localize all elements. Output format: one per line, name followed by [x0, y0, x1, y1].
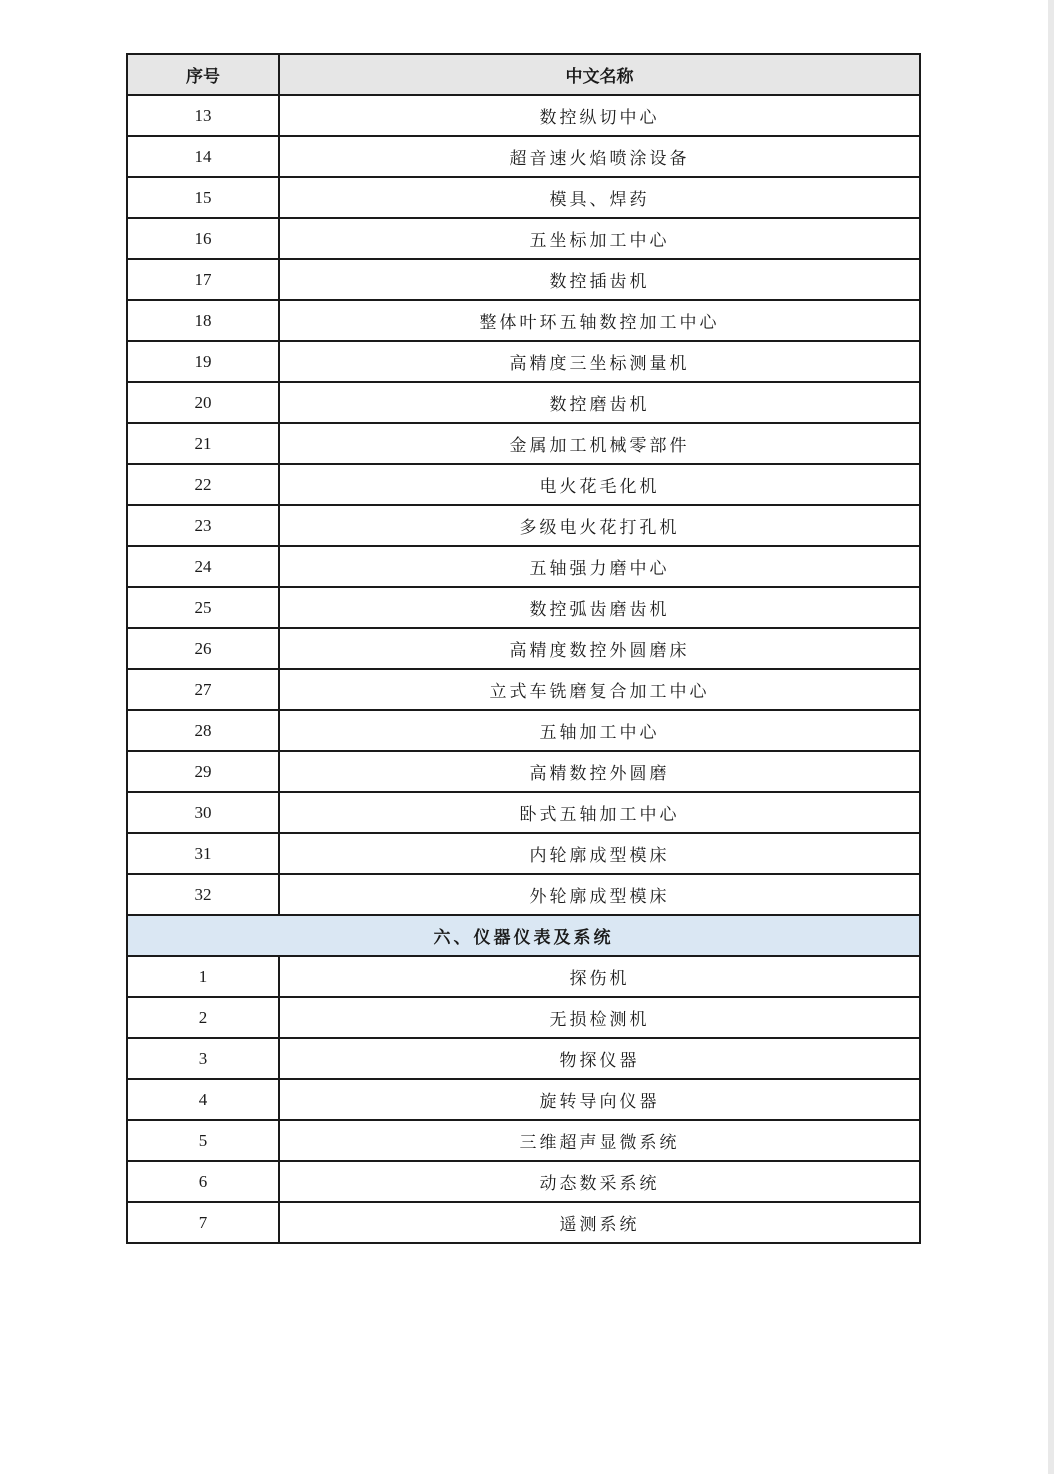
row-serial-number: 31: [127, 833, 279, 874]
equipment-table: [126, 53, 921, 1244]
table-row: [127, 136, 920, 177]
row-serial-number: 6: [127, 1161, 279, 1202]
table-row: [127, 669, 920, 710]
row-serial-number: 21: [127, 423, 279, 464]
row-chinese-name: 超音速火焰喷涂设备: [279, 136, 920, 177]
row-chinese-name: 物探仪器: [279, 1038, 920, 1079]
row-chinese-name: 内轮廓成型模床: [279, 833, 920, 874]
row-serial-number: 22: [127, 464, 279, 505]
row-chinese-name: 数控纵切中心: [279, 95, 920, 136]
table-row: [127, 1079, 920, 1120]
row-serial-number: 4: [127, 1079, 279, 1120]
row-serial-number: 19: [127, 341, 279, 382]
table-row: [127, 751, 920, 792]
table-header-row: [127, 54, 920, 95]
row-chinese-name: 旋转导向仪器: [279, 1079, 920, 1120]
row-serial-number: 3: [127, 1038, 279, 1079]
row-serial-number: 5: [127, 1120, 279, 1161]
row-chinese-name: 模具、焊药: [279, 177, 920, 218]
row-serial-number: 2: [127, 997, 279, 1038]
table-row: [127, 1038, 920, 1079]
table-row: [127, 382, 920, 423]
table-row: [127, 177, 920, 218]
row-chinese-name: 电火花毛化机: [279, 464, 920, 505]
page-edge: [1048, 0, 1054, 1474]
row-chinese-name: 多级电火花打孔机: [279, 505, 920, 546]
table-row: [127, 628, 920, 669]
row-serial-number: 25: [127, 587, 279, 628]
table-row: [127, 505, 920, 546]
row-serial-number: 23: [127, 505, 279, 546]
row-serial-number: 26: [127, 628, 279, 669]
table-row: [127, 341, 920, 382]
row-serial-number: 14: [127, 136, 279, 177]
row-serial-number: 30: [127, 792, 279, 833]
row-chinese-name: 高精度三坐标测量机: [279, 341, 920, 382]
row-chinese-name: 探伤机: [279, 956, 920, 997]
row-serial-number: 7: [127, 1202, 279, 1243]
row-chinese-name: 无损检测机: [279, 997, 920, 1038]
table-row: [127, 464, 920, 505]
row-chinese-name: 外轮廓成型模床: [279, 874, 920, 915]
table-row: [127, 546, 920, 587]
table-row: [127, 1120, 920, 1161]
row-chinese-name: 数控弧齿磨齿机: [279, 587, 920, 628]
table-row: [127, 1161, 920, 1202]
row-chinese-name: 数控插齿机: [279, 259, 920, 300]
table-row: [127, 792, 920, 833]
row-serial-number: 20: [127, 382, 279, 423]
row-serial-number: 32: [127, 874, 279, 915]
row-serial-number: 18: [127, 300, 279, 341]
table-body-part1: [127, 95, 920, 915]
row-chinese-name: 高精度数控外圆磨床: [279, 628, 920, 669]
section-row: [127, 915, 920, 956]
row-serial-number: 28: [127, 710, 279, 751]
row-chinese-name: 五轴强力磨中心: [279, 546, 920, 587]
table-row: [127, 833, 920, 874]
row-serial-number: 16: [127, 218, 279, 259]
table-body-part2: [127, 956, 920, 1243]
table-row: [127, 300, 920, 341]
row-serial-number: 29: [127, 751, 279, 792]
header-chinese-name: 中文名称: [279, 54, 920, 95]
row-chinese-name: 卧式五轴加工中心: [279, 792, 920, 833]
row-chinese-name: 三维超声显微系统: [279, 1120, 920, 1161]
table-row: [127, 423, 920, 464]
row-chinese-name: 数控磨齿机: [279, 382, 920, 423]
table-row: [127, 874, 920, 915]
row-serial-number: 24: [127, 546, 279, 587]
row-chinese-name: 金属加工机械零部件: [279, 423, 920, 464]
row-serial-number: 27: [127, 669, 279, 710]
row-chinese-name: 五坐标加工中心: [279, 218, 920, 259]
table-row: [127, 259, 920, 300]
table-row: [127, 997, 920, 1038]
section-header-body: [127, 915, 920, 956]
table-row: [127, 710, 920, 751]
table-row: [127, 218, 920, 259]
header-serial-number: 序号: [127, 54, 279, 95]
row-chinese-name: 高精数控外圆磨: [279, 751, 920, 792]
table-row: [127, 956, 920, 997]
row-chinese-name: 五轴加工中心: [279, 710, 920, 751]
row-serial-number: 17: [127, 259, 279, 300]
table-row: [127, 95, 920, 136]
row-serial-number: 15: [127, 177, 279, 218]
section-title: 六、仪器仪表及系统: [127, 915, 920, 956]
row-chinese-name: 整体叶环五轴数控加工中心: [279, 300, 920, 341]
row-serial-number: 13: [127, 95, 279, 136]
row-chinese-name: 遥测系统: [279, 1202, 920, 1243]
row-chinese-name: 立式车铣磨复合加工中心: [279, 669, 920, 710]
row-serial-number: 1: [127, 956, 279, 997]
table-row: [127, 587, 920, 628]
row-chinese-name: 动态数采系统: [279, 1161, 920, 1202]
table-row: [127, 1202, 920, 1243]
